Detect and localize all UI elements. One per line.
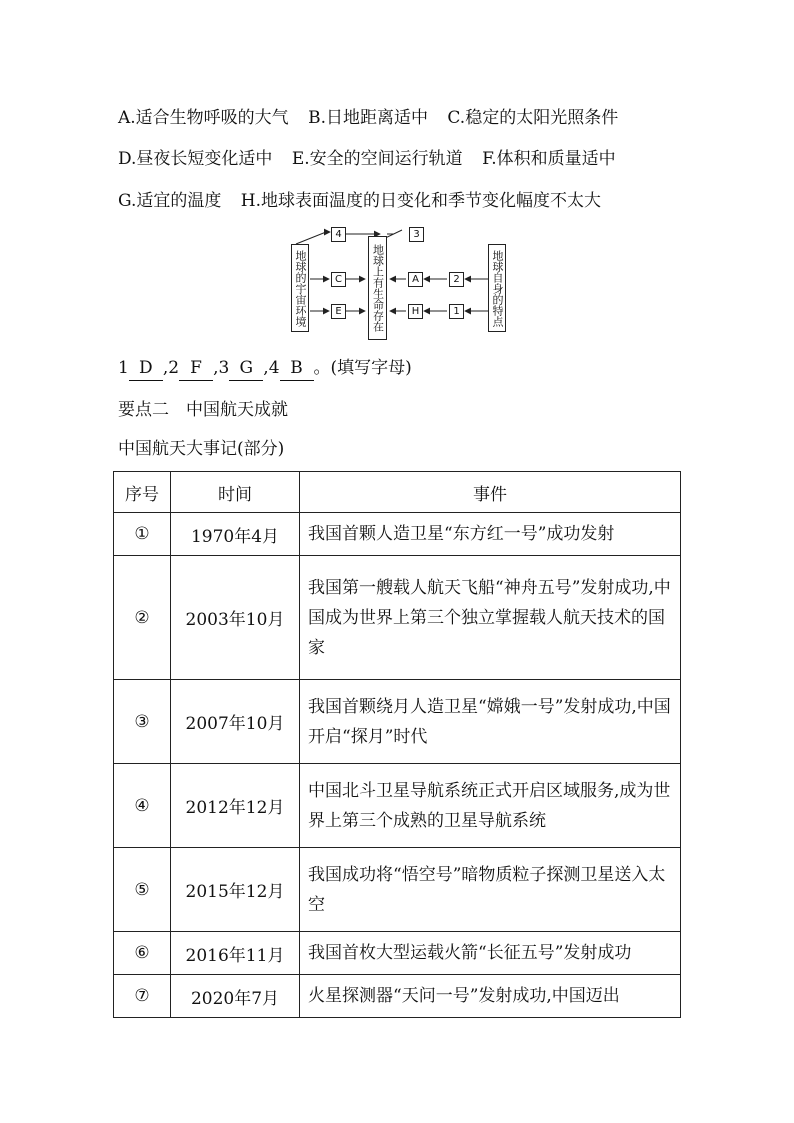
answer-number-3: 3 [218, 358, 230, 378]
table-row [114, 848, 681, 932]
life-conditions-diagram [286, 226, 508, 342]
option-g: G.适宜的温度 [118, 191, 222, 211]
diagram-box-4: 4 [331, 227, 346, 242]
row-time: 2015年12月 [171, 848, 300, 932]
table-row [114, 680, 681, 764]
earth-features-label: 地球自身的特点 [491, 249, 504, 327]
row-event: 我国第一艘载人航天飞船“神舟五号”发射成功,中国成为世界上第三个独立掌握载人航天技术的国家 [300, 556, 681, 680]
header-number: 序号 [114, 472, 171, 513]
row-number: ② [114, 556, 171, 680]
table-header-row [114, 472, 681, 513]
table-row [114, 513, 681, 556]
answer-line: 1 D ,2 F ,3 G ,4 B 。(填写字母) [118, 356, 412, 381]
table-title: 中国航天大事记(部分) [118, 439, 285, 459]
diagram-box-h: H [408, 304, 423, 319]
earth-features-box [488, 244, 506, 332]
option-d: D.昼夜长短变化适中 [118, 149, 273, 169]
diagram-box-e: E [331, 304, 346, 319]
cosmic-environment-box [291, 244, 309, 332]
option-b: B.日地距离适中 [308, 108, 428, 128]
diagram-box-3: 3 [409, 227, 424, 242]
section-heading: 要点二 中国航天成就 [118, 400, 288, 420]
space-milestones-table [113, 471, 681, 1018]
diagram-box-a: A [408, 272, 423, 287]
row-time: 2003年10月 [171, 556, 300, 680]
option-a: A.适合生物呼吸的大气 [118, 108, 289, 128]
row-event: 我国成功将“悟空号”暗物质粒子探测卫星送入太空 [300, 848, 681, 932]
options-line-1 [118, 106, 632, 130]
row-time: 2016年11月 [171, 932, 300, 975]
row-number: ③ [114, 680, 171, 764]
row-event: 我国首颗人造卫星“东方红一号”成功发射 [300, 513, 681, 556]
row-time: 2020年7月 [171, 975, 300, 1018]
table-row [114, 932, 681, 975]
answer-instruction: 。(填写字母) [313, 358, 412, 378]
answer-blank-2: F [179, 356, 213, 381]
arrow-left-to-4 [296, 232, 330, 244]
row-event: 我国首枚大型运载火箭“长征五号”发射成功 [300, 932, 681, 975]
answer-blank-3: G [229, 356, 263, 381]
answer-blank-1: D [129, 356, 163, 381]
header-event: 事件 [300, 472, 681, 513]
row-number: ① [114, 513, 171, 556]
options-line-3 [118, 189, 615, 213]
option-e: E.安全的空间运行轨道 [291, 149, 463, 169]
table-row [114, 764, 681, 848]
diagram-box-c: C [331, 272, 346, 287]
table-row [114, 556, 681, 680]
answer-number-2: 2 [168, 358, 180, 378]
answer-number-1: 1 [118, 358, 129, 378]
diagram-box-2: 2 [449, 272, 464, 287]
life-exists-box [368, 236, 387, 340]
option-h: H.地球表面温度的日变化和季节变化幅度不太大 [240, 191, 602, 211]
row-event: 火星探测器“天问一号”发射成功,中国迈出 [300, 975, 681, 1018]
row-number: ⑤ [114, 848, 171, 932]
row-number: ⑥ [114, 932, 171, 975]
table-row [114, 975, 681, 1018]
diagram-arrows [286, 226, 508, 342]
row-event: 中国北斗卫星导航系统正式开启区域服务,成为世界上第三个成熟的卫星导航系统 [300, 764, 681, 848]
cosmic-environment-label: 地球的宇宙环境 [294, 249, 307, 327]
row-time: 1970年4月 [171, 513, 300, 556]
answer-blank-4: B [280, 356, 314, 381]
options-line-2 [118, 147, 630, 171]
row-number: ⑦ [114, 975, 171, 1018]
row-number: ④ [114, 764, 171, 848]
option-c: C.稳定的太阳光照条件 [447, 108, 619, 128]
header-time: 时间 [171, 472, 300, 513]
answer-number-4: 4 [268, 358, 280, 378]
row-time: 2007年10月 [171, 680, 300, 764]
diagram-box-1: 1 [449, 304, 464, 319]
life-exists-label: 地球上有生命存在 [371, 244, 385, 332]
row-time: 2012年12月 [171, 764, 300, 848]
row-event: 我国首颗绕月人造卫星“嫦娥一号”发射成功,中国开启“探月”时代 [300, 680, 681, 764]
option-f: F.体积和质量适中 [482, 149, 616, 169]
